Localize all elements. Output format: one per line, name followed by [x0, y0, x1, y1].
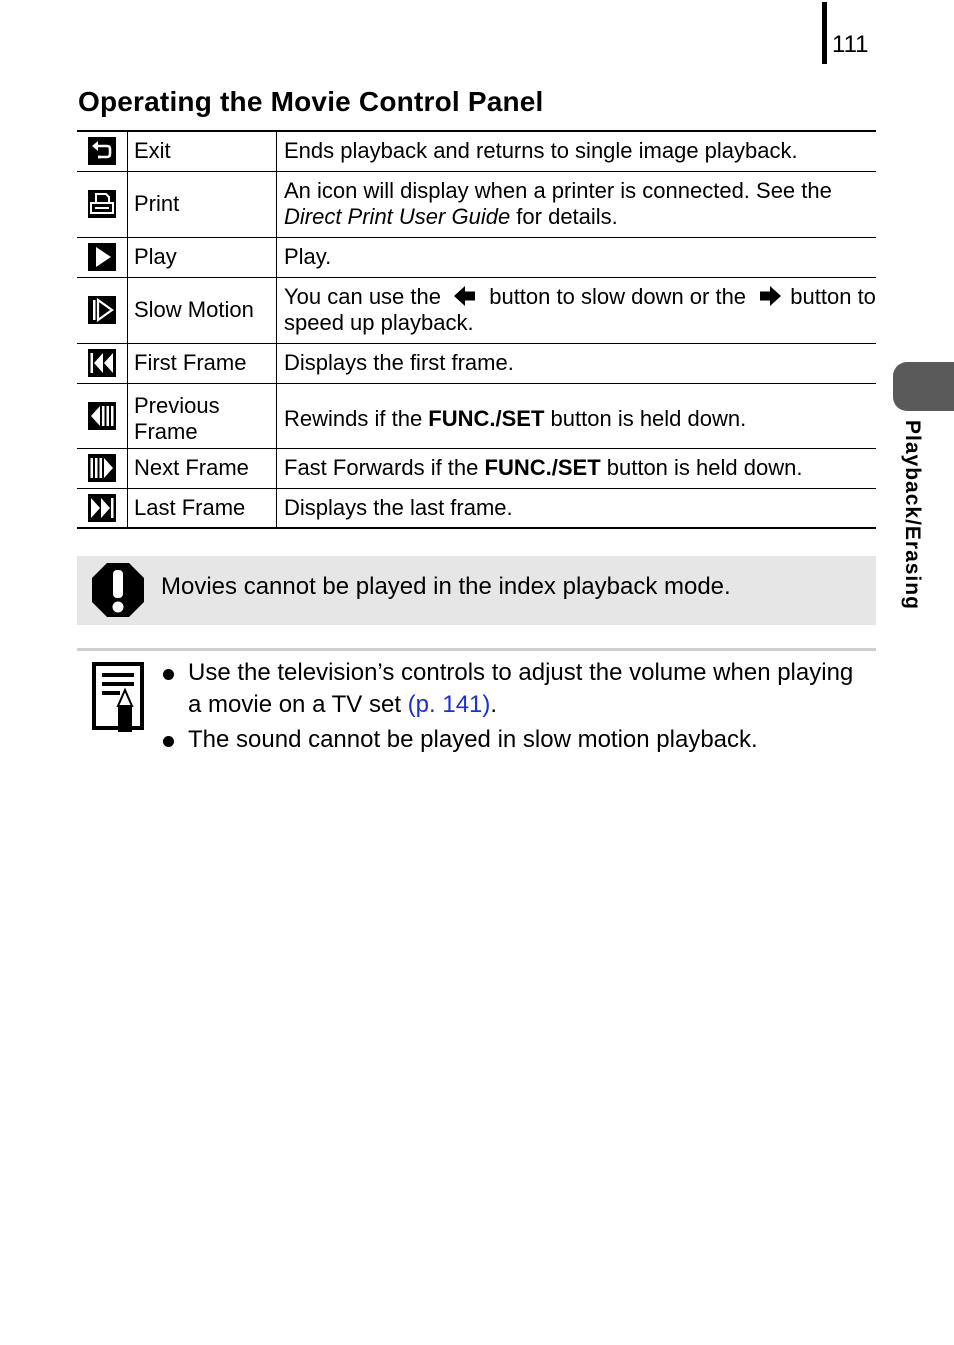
caution-box — [77, 556, 876, 625]
list-item — [160, 657, 860, 721]
note-text: Use the television’s controls to adjust the volume when playing a movie on a TV set — [188, 659, 854, 718]
description-text: Fast Forwards if the — [284, 455, 485, 480]
icon-cell — [77, 448, 128, 488]
table-row — [77, 343, 876, 383]
icon-cell — [77, 277, 128, 343]
next-frame-icon — [88, 454, 116, 482]
note-text: The sound cannot be played in slow motion playback. — [188, 726, 758, 753]
icon-cell — [77, 383, 128, 448]
control-name: Slow Motion — [128, 277, 277, 343]
control-description — [277, 383, 877, 448]
notes-list — [160, 657, 860, 759]
description-text: You can use the — [284, 284, 448, 309]
chapter-label: Playback/Erasing — [901, 420, 924, 610]
control-description: Displays the first frame. — [277, 343, 877, 383]
control-name: Exit — [128, 131, 277, 171]
description-text: for details. — [510, 204, 618, 229]
table-row — [77, 131, 876, 171]
icon-cell — [77, 131, 128, 171]
table-row — [77, 277, 876, 343]
func-set-label: FUNC./SET — [428, 405, 545, 431]
table-row — [77, 488, 876, 528]
page-reference-link[interactable]: (p. 141) — [407, 691, 491, 718]
page-number-bar — [822, 2, 827, 64]
previous-frame-icon — [88, 402, 116, 430]
description-text: Rewinds if the — [284, 405, 429, 431]
description-text: button is held down. — [600, 455, 803, 480]
movie-control-table — [77, 130, 876, 529]
control-description — [277, 171, 877, 237]
memo-icon — [92, 662, 146, 734]
description-text: button is held down. — [544, 405, 747, 431]
control-description: Ends playback and returns to single image playback. — [277, 131, 877, 171]
table-row — [77, 237, 876, 277]
section-title: Operating the Movie Control Panel — [78, 86, 544, 117]
icon-cell — [77, 343, 128, 383]
bullet-icon — [163, 669, 174, 680]
icon-cell — [77, 488, 128, 528]
control-description — [277, 448, 877, 488]
left-arrow-icon — [453, 285, 479, 307]
caution-text: Movies cannot be played in the index playback mode. — [161, 573, 731, 600]
exit-icon — [88, 137, 116, 165]
play-icon — [88, 243, 116, 271]
notes-divider — [77, 648, 876, 651]
control-description: Play. — [277, 237, 877, 277]
last-frame-icon — [88, 494, 116, 522]
control-name: First Frame — [128, 343, 277, 383]
list-item — [160, 724, 860, 756]
guide-title: Direct Print User Guide — [284, 204, 511, 229]
print-icon — [88, 190, 116, 218]
bullet-icon — [163, 736, 174, 747]
control-description: Displays the last frame. — [277, 488, 877, 528]
slow-motion-icon — [88, 296, 116, 324]
control-name: Print — [128, 171, 277, 237]
chapter-tab[interactable] — [893, 362, 954, 411]
func-set-label: FUNC./SET — [484, 455, 601, 480]
note-text: . — [490, 691, 498, 718]
icon-cell — [77, 171, 128, 237]
description-text: button to slow down or the — [483, 284, 753, 309]
control-name: Play — [128, 237, 277, 277]
table-row — [77, 448, 876, 488]
description-text: button to speed up playback. — [284, 284, 876, 335]
control-description — [277, 277, 877, 343]
caution-icon — [91, 562, 145, 618]
table-row — [77, 171, 876, 237]
description-text: An icon will display when a printer is connected. See the — [284, 178, 832, 203]
page-number: 111 — [832, 31, 869, 58]
table-row — [77, 383, 876, 448]
icon-cell — [77, 237, 128, 277]
control-name: Last Frame — [128, 488, 277, 528]
right-arrow-icon — [756, 285, 782, 307]
control-name: Previous Frame — [128, 383, 277, 448]
control-name: Next Frame — [128, 448, 277, 488]
first-frame-icon — [88, 349, 116, 377]
